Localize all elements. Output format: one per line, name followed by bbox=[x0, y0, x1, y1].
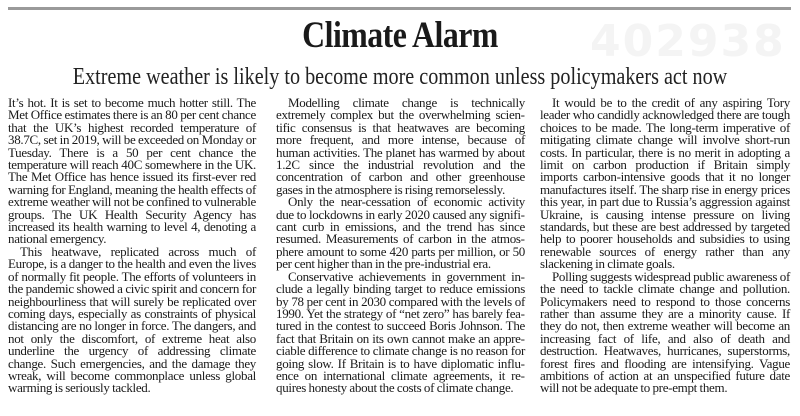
article-column-2 bbox=[276, 97, 525, 395]
article-title: Climate Alarm bbox=[302, 15, 498, 56]
paragraph: It’s hot. It is set to become much hotter still. The Met Office estimates there is an 80 per cent chance that the UK’s highest recorded temperature of 38.7C, set in 2019, will be exceeded on Monday or Tuesday. There is a 50 per cent chance the temperature will reach 40C somewhere in the UK. The Met Office has hence issued its first-ever red warning for England, meaning the health effects of extreme weather will not be confined to vulnerable groups. The UK Health Security Agency has increased its health warning to level 4, denoting a national emergency. bbox=[8, 95, 256, 247]
paragraph: Modelling climate change is technically extremely complex but the overwhelming scientific consensus is that heatwaves are becoming more frequent, and more intense, because of human activities. The planet has warmed by about 1.2C since the industrial revolution and the concentration of carbon and other greenhouse gases in the atmosphere is rising remorselessly. bbox=[276, 95, 525, 197]
article-column-3 bbox=[540, 97, 790, 395]
paragraph: Conservative achievements in government include a legally binding target to reduce emissions by 78 per cent in 2030 compared with the levels of 1990. Yet the strategy of “net zero” has barely featured in the contest to succeed Boris Johnson. The fact that Britain on its own cannot make an appreciable difference to climate change is no reason for going slow. If Britain is to have diplomatic influence on international climate agreements, it requires honesty about the costs of climate change. bbox=[276, 268, 525, 396]
article-column-1 bbox=[8, 97, 256, 395]
paragraph: This heatwave, replicated across much of Europe, is a danger to the health and even the lives of normally fit people. The efforts of volunteers in the pandemic showed a civic spirit and concern for neighbourliness that will surely be replicated over coming days, especially as constraints of physical distancing are no longer in force. The dangers, and not only the discomfort, of extreme heat also underline the urgency of addressing climate change. Such emergencies, and the damage they wreak, will become commonplace unless global warming is seriously tackled. bbox=[8, 243, 256, 396]
top-rule bbox=[8, 7, 791, 10]
paragraph: Only the near-cessation of economic activity due to lockdowns in early 2020 caused any significant curb in emissions, and the trend has since resumed. Measurements of carbon in the atmosphere amount to some 420 parts per million, or 50 per cent higher than in the pre-industrial era. bbox=[276, 194, 525, 272]
paragraph: Polling suggests widespread public awareness of the need to tackle climate change and pollution. Policymakers need to respond to those concerns rather than assume they are a minority cause. If they do not, then extreme weather will become an increasing fact of life, and also of death and destruction. Heatwaves, hurricanes, superstorms, forest fires and flooding are intensifying. Vague ambitions of action at an unspecified future date will not be adequate to pre-empt them. bbox=[540, 268, 790, 396]
article-subtitle: Extreme weather is likely to become more common unless policymakers act now bbox=[72, 64, 728, 90]
watermark: 402938 bbox=[590, 16, 786, 67]
paragraph: It would be to the credit of any aspiring Tory leader who candidly acknowledged there are tough choices to be made. The long-term imperative of mitigating climate change will involve short-run costs. In particular, there is no merit in adopting a limit on carbon production if Britain simply imports carbon-intensive goods that it no longer manufactures itself. The sharp rise in energy prices this year, in part due to Russia’s aggression against Ukraine, is causing intense pressure on living standards, but these are best addressed by targeted help to poorer households and subsidies to using renewable sources of energy rather than any slackening in climate goals. bbox=[540, 95, 790, 272]
